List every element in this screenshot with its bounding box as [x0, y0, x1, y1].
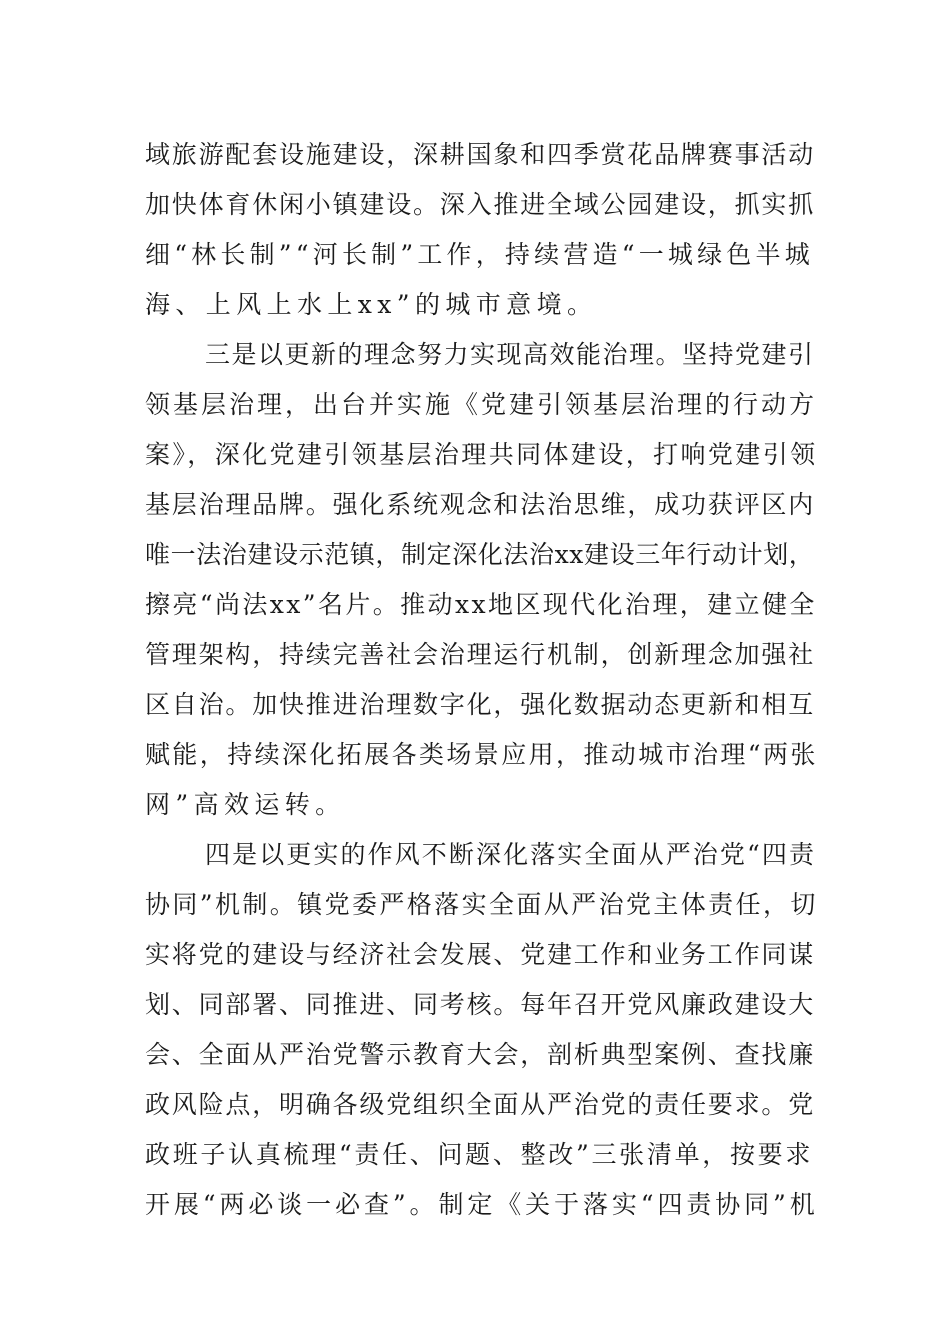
text-line: 域旅游配套设施建设，深耕国象和四季赏花品牌赛事活动 — [145, 140, 816, 169]
paragraph-start-line: 四是以更实的作风不断深化落实全面从严治党“四责 — [205, 840, 817, 869]
text-line: 会、全面从严治党警示教育大会，剖析典型案例、查找廉 — [145, 1040, 816, 1069]
paragraph-start-line: 三是以更新的理念努力实现高效能治理。坚持党建引 — [205, 340, 815, 369]
text-line: 政风险点，明确各级党组织全面从严治党的责任要求。党 — [145, 1090, 816, 1119]
text-line: 开展“两必谈一必查”。制定《关于落实“四责协同”机 — [145, 1190, 819, 1219]
text-line: 网”高效运转。 — [145, 790, 346, 819]
document-body — [145, 130, 819, 1230]
text-line: 基层治理品牌。强化系统观念和法治思维，成功获评区内 — [145, 490, 816, 519]
text-line: 细“林长制”“河长制”工作，持续营造“一城绿色半城 — [145, 240, 814, 269]
text-line: 划、同部署、同推进、同考核。每年召开党风廉政建设大 — [145, 990, 816, 1019]
text-line: 海、上风上水上xx”的城市意境。 — [145, 290, 598, 319]
text-line: 政班子认真梳理“责任、问题、整改”三张清单，按要求 — [145, 1140, 814, 1169]
text-line: 案》，深化党建引领基层治理共同体建设，打响党建引领 — [145, 440, 818, 469]
text-line: 赋能，持续深化拓展各类场景应用，推动城市治理“两张 — [145, 740, 818, 769]
text-line: 实将党的建设与经济社会发展、党建工作和业务工作同谋 — [145, 940, 816, 969]
text-line: 协同”机制。镇党委严格落实全面从严治党主体责任，切 — [145, 890, 818, 919]
text-line: 擦亮“尚法xx”名片。推动xx地区现代化治理，建立健全 — [145, 590, 817, 619]
text-line: 领基层治理，出台并实施《党建引领基层治理的行动方 — [145, 390, 818, 419]
text-line: 唯一法治建设示范镇，制定深化法治xx建设三年行动计划， — [145, 540, 815, 569]
text-line: 区自治。加快推进治理数字化，强化数据动态更新和相互 — [145, 690, 816, 719]
text-line: 加快体育休闲小镇建设。深入推进全域公园建设，抓实抓 — [145, 190, 816, 219]
text-line: 管理架构，持续完善社会治理运行机制，创新理念加强社 — [145, 640, 816, 669]
